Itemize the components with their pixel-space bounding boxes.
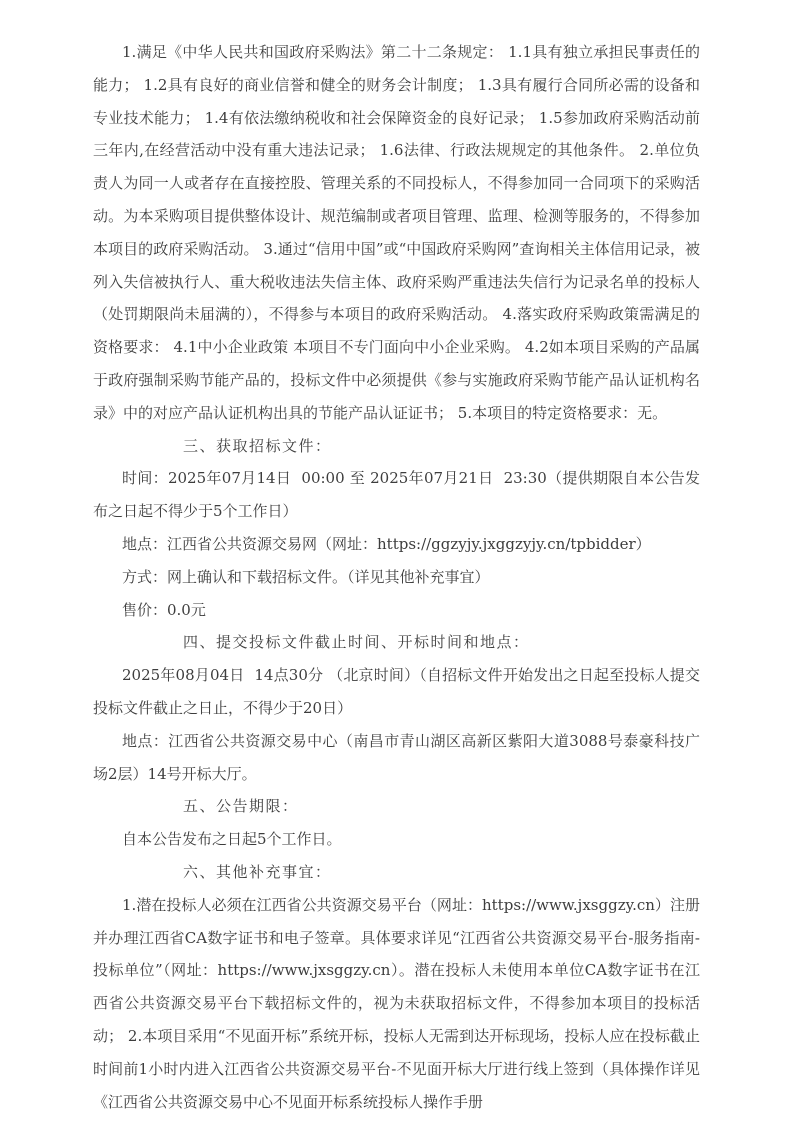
paragraph-obtain-method: 方式：网上确认和下载招标文件。（详见其他补充事宜）	[122, 567, 490, 586]
heading-section-submission-deadline: 四、提交投标文件截止时间、开标时间和地点：	[183, 633, 530, 652]
paragraph-qualification-requirements: 1.满足《中华人民共和国政府采购法》第二十二条规定： 1.1具有独立承担民事责任的能力； 1.2具有良好的商业信誉和健全的财务会计制度； 1.3具有履行合同所必需的设备和专业技术能力； 1.4有依法缴纳税收和社会保障资金的良好记录； 1.5参加政府采购活动前三年内,在经营活动中没有重大违法记录； 1.6法律、行政法规规定的其他条件。 2.单位负责人为同一人或者存在直接控股、管理关系的不同投标人，不得参加同一合同项下的采购活动。为本采购项目提供整体设计、规范编制或者项目管理、监理、检测等服务的，不得参加本项目的政府采购活动。 3.通过“信用中国”或“中国政府采购网”查询相关主体信用记录，被列入失信被执行人、重大税收违法失信主体、政府采购严重违法失信行为记录名单的投标人（处罚期限尚未届满的），不得参与本项目的政府采购活动。 4.落实政府采购政策需满足的资格要求： 4.1中小企业政策 本项目不专门面向中小企业采购。 4.2如本项目采购的产品属于政府强制采购节能产品的，投标文件中必须提供《参与实施政府采购节能产品认证机构名录》中的对应产品认证机构出具的节能产品认证证书； 5.本项目的特定资格要求：无。	[93, 43, 700, 422]
paragraph-other-matters: 1.潜在投标人必须在江西省公共资源交易平台（网址：https://www.jxsggzy.cn）注册并办理江西省CA数字证书和电子签章。具体要求详见“江西省公共资源交易平台-服务指南-投标单位”（网址：https://www.jxsggzy.cn）。潜在投标人未使用本单位CA数字证书在江西省公共资源交易平台下载招标文件的，视为未获取招标文件，不得参加本项目的投标活动； 2.本项目采用“不见面开标”系统开标，投标人无需到达开标现场，投标人应在投标截止时间前1小时内进入江西省公共资源交易平台-不见面开标大厅进行线上签到（具体操作详见《江西省公共资源交易中心不见面开标系统投标人操作手册	[93, 895, 700, 1111]
heading-section-announcement-period: 五、公告期限：	[183, 797, 299, 816]
paragraph-obtain-time: 时间：2025年07月14日 00:00 至 2025年07月21日 23:30（提供期限自本公告发布之日起不得少于5个工作日）	[93, 469, 700, 521]
paragraph-price: 售价：0.0元	[122, 600, 206, 619]
paragraph-opening-location: 地点：江西省公共资源交易中心（南昌市青山湖区高新区紫阳大道3088号泰豪科技广场2层）14号开标大厅。	[93, 731, 700, 783]
heading-section-other-matters: 六、其他补充事宜：	[183, 862, 332, 881]
paragraph-announcement-period: 自本公告发布之日起5个工作日。	[122, 830, 342, 849]
heading-section-obtain-bid-documents: 三、获取招标文件：	[183, 436, 332, 455]
paragraph-deadline-time: 2025年08月04日 14点30分 （北京时间）（自招标文件开始发出之日起至投标人提交投标文件截止之日止，不得少于20日）	[93, 666, 700, 717]
paragraph-obtain-location: 地点：江西省公共资源交易网（网址：https://ggzyjy.jxggzyjy.cn/tpbidder）	[122, 534, 651, 553]
